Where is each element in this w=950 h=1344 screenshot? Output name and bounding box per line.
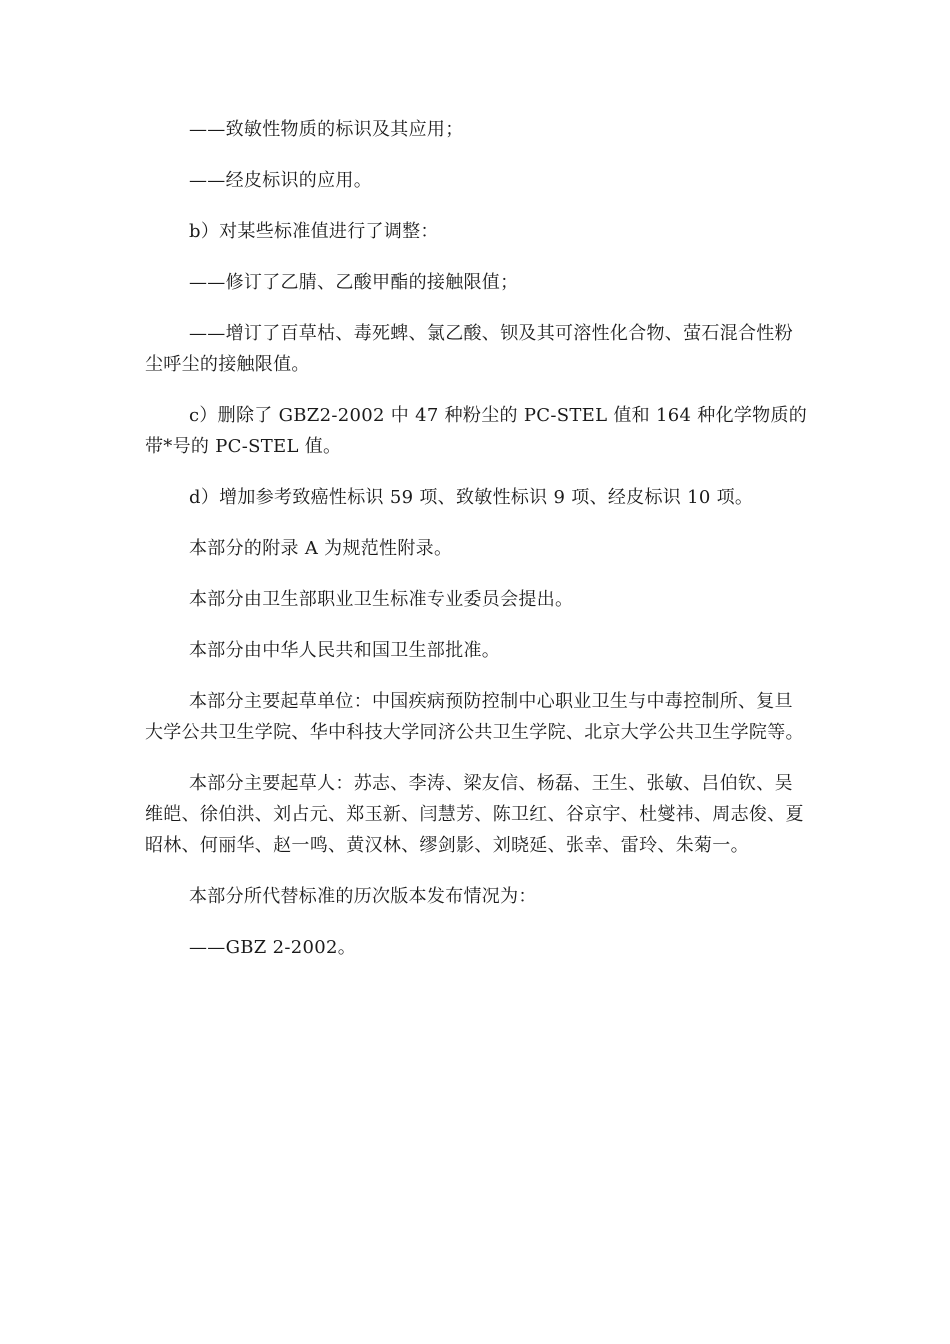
paragraph-sensitizer-marking: ——致敏性物质的标识及其应用；: [189, 119, 464, 140]
paragraph-item-b: b）对某些标准值进行了调整：: [189, 221, 439, 242]
paragraph-item-c: c）删除了 GBZ2-2002 中 47 种粉尘的 PC-STEL 值和 164 种化学物质的带*号的 PC-STEL 值。: [145, 405, 808, 457]
paragraph-proposed-by: 本部分由卫生部职业卫生标准专业委员会提出。: [189, 589, 574, 610]
paragraph-history-item: ——GBZ 2-2002。: [189, 937, 357, 958]
document-body: [145, 114, 810, 983]
paragraph-item-d: d）增加参考致癌性标识 59 项、致敏性标识 9 项、经皮标识 10 项。: [189, 487, 754, 508]
paragraph-history-intro: 本部分所代替标准的历次版本发布情况为：: [189, 886, 537, 907]
paragraph-added-limits: ——增订了百草枯、毒死蜱、氯乙酸、钡及其可溶性化合物、萤石混合性粉尘呼尘的接触限值。: [145, 323, 793, 375]
paragraph-drafting-units: 本部分主要起草单位：中国疾病预防控制中心职业卫生与中毒控制所、复旦大学公共卫生学院、华中科技大学同济公共卫生学院、北京大学公共卫生学院等。: [145, 691, 804, 743]
paragraph-appendix-a: 本部分的附录 A 为规范性附录。: [189, 538, 453, 559]
paragraph-revised-limits: ——修订了乙腈、乙酸甲酯的接触限值；: [189, 272, 519, 293]
paragraph-skin-marking: ——经皮标识的应用。: [189, 170, 372, 191]
paragraph-approved-by: 本部分由中华人民共和国卫生部批准。: [189, 640, 501, 661]
paragraph-drafters: 本部分主要起草人：苏志、李涛、梁友信、杨磊、王生、张敏、吕伯钦、吴维皑、徐伯洪、刘占元、郑玉新、闫慧芳、陈卫红、谷京宇、杜燮祎、周志俊、夏昭林、何丽华、赵一鸣、黄汉林、缪剑影、刘晓延、张幸、雷玲、朱菊一。: [145, 773, 804, 856]
